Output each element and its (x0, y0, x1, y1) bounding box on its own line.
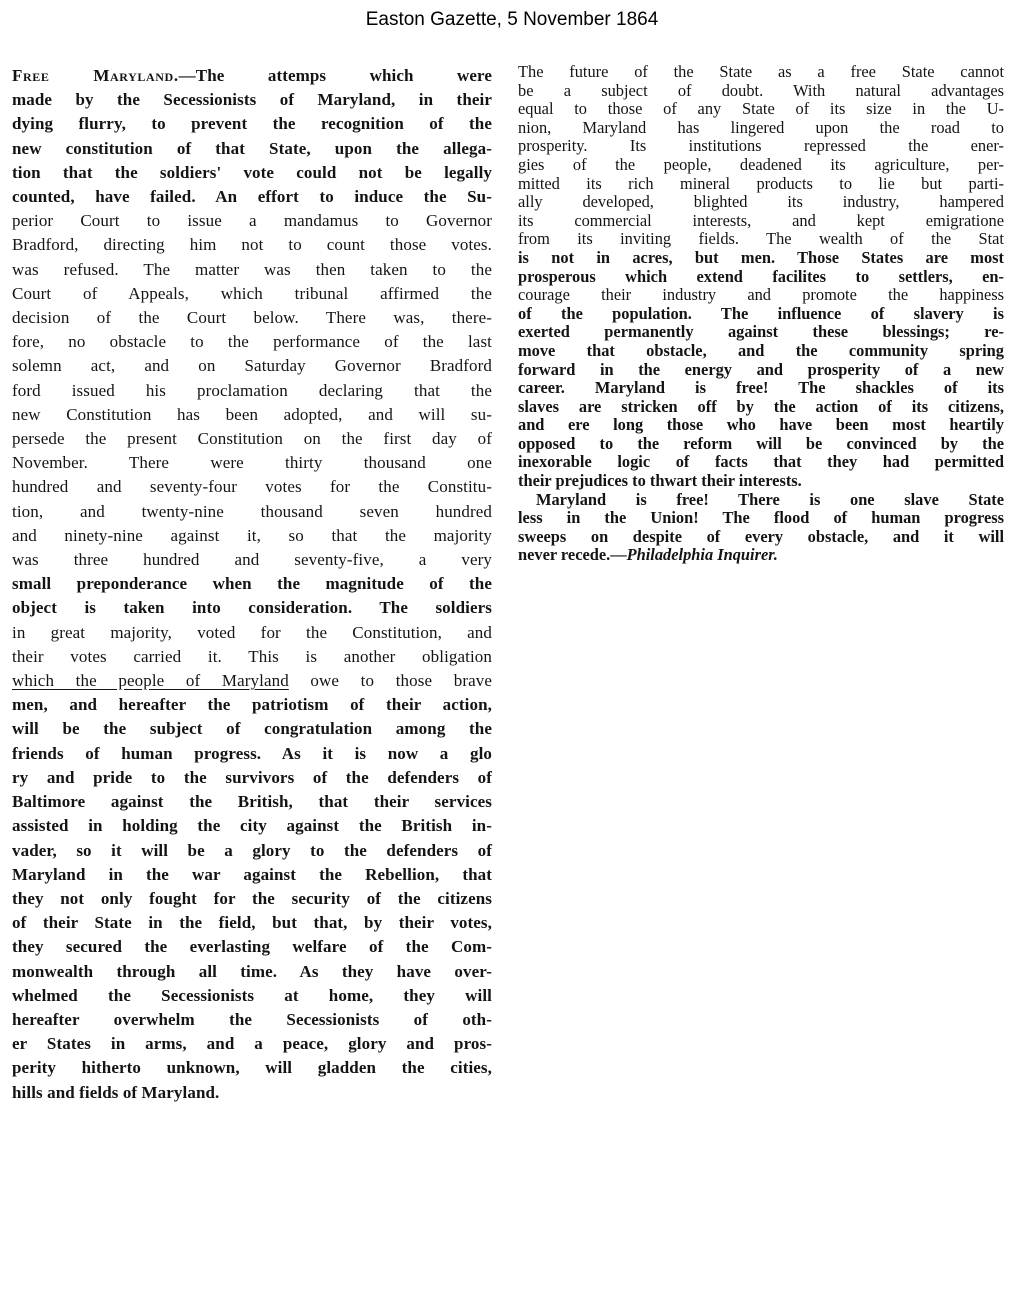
article-title: Free Maryland. (12, 66, 179, 85)
left-line-21: small preponderance when the magnitude of the (12, 574, 492, 594)
article-lead-run: —The attemps which were (178, 66, 492, 85)
left-line-25-rest: owe to those brave (288, 671, 492, 691)
right-line-6: gies of the people, deadened its agriculture, per- (518, 154, 1004, 174)
left-line-32: vader, so it will be a glory to the defenders of (12, 840, 492, 860)
right-line-2: be a subject of doubt. With natural advantages (518, 80, 1004, 100)
left-line-5: counted, have failed. An effort to induce the Su- (12, 187, 492, 207)
left-line-14: new Constitution has been adopted, and will su- (12, 404, 492, 424)
left-line-7: Bradford, directing him not to count those votes. (12, 235, 492, 255)
page-header: Easton Gazette, 5 November 1864 (365, 9, 659, 30)
right-line-18: career. Maryland is free! The shackles of its (518, 378, 1004, 398)
left-line-11: fore, no obstacle to the performance of the last (12, 332, 492, 352)
left-column-article (12, 64, 492, 1105)
left-line-1: made by the Secessionists of Maryland, in their (12, 90, 492, 110)
left-line-25 (12, 669, 492, 693)
left-line-31: assisted in holding the city against the British in- (12, 816, 492, 836)
left-line-33: Maryland in the war against the Rebellion, that (12, 864, 492, 884)
closing-run: never recede.— (518, 545, 627, 565)
right-line-12: prosperous which extend facilites to settlers, en- (518, 266, 1004, 286)
left-line-39: hereafter overwhelm the Secessionists of oth- (12, 1009, 492, 1029)
left-line-16: November. There were thirty thousand one (12, 453, 492, 473)
left-line-4: tion that the soldiers' vote could not be legally (12, 162, 492, 182)
left-line-13: ford issued his proclamation declaring that the (12, 380, 492, 400)
left-line-3: new constitution of that State, upon the allega- (12, 138, 492, 158)
right-line-15: exerted permanently against these blessings; re- (518, 322, 1004, 342)
left-line-40: er States in arms, and a peace, glory and pros- (12, 1034, 492, 1054)
article-headline-line (12, 64, 492, 88)
right-line-24: Maryland is free! There is one slave State (536, 489, 1004, 509)
left-line-17: hundred and seventy-four votes for the Constitu- (12, 477, 492, 497)
left-line-19: and ninety-nine against it, so that the majority (12, 525, 492, 545)
left-line-6: perior Court to issue a mandamus to Governor (12, 211, 492, 231)
underlined-phrase: which the people of Maryland (12, 671, 289, 691)
right-line-22: inexorable logic of facts that they had permitted (518, 452, 1004, 472)
right-line-4: nion, Maryland has lingered upon the road to (518, 117, 1004, 137)
left-line-24: their votes carried it. This is another obligation (12, 646, 492, 666)
left-line-8: was refused. The matter was then taken to the (12, 259, 492, 279)
left-line-27: will be the subject of congratulation among the (12, 719, 492, 739)
left-line-41: perity hitherto unknown, will gladden the cities, (12, 1058, 492, 1078)
right-line-17: forward in the energy and prosperity of a new (518, 359, 1004, 379)
left-line-15: persede the present Constitution on the first day of (12, 429, 492, 449)
right-line-1: The future of the State as a free State cannot (518, 62, 1004, 81)
right-line-21: opposed to the reform will be convinced by the (518, 433, 1004, 453)
right-line-19: slaves are stricken off by the action of its citizens, (518, 396, 1004, 416)
left-line-20: was three hundred and seventy-five, a very (12, 550, 492, 570)
right-line-3: equal to those of any State of its size in the U- (518, 99, 1004, 119)
right-line-27 (518, 546, 1004, 565)
right-column-article (518, 63, 1004, 565)
right-line-8: ally developed, blighted its industry, hampered (518, 192, 1004, 212)
left-line-2: dying flurry, to prevent the recognition of the (12, 114, 492, 134)
right-line-9: its commercial interests, and kept emigratione (518, 210, 1004, 230)
right-line-10: from its inviting fields. The wealth of the Stat (518, 229, 1004, 249)
left-line-42: hills and fields of Maryland. (12, 1082, 220, 1102)
left-line-30: Baltimore against the British, that their services (12, 792, 492, 812)
left-line-28: friends of human progress. As it is now a glo (12, 743, 492, 763)
right-line-7: mitted its rich mineral products to lie but parti- (518, 173, 1004, 193)
left-line-29: ry and pride to the survivors of the defenders of (12, 767, 492, 787)
left-line-38: whelmed the Secessionists at home, they will (12, 985, 492, 1005)
left-line-10: decision of the Court below. There was, there- (12, 308, 492, 328)
left-line-26: men, and hereafter the patriotism of their action, (12, 695, 492, 715)
right-line-13: courage their industry and promote the happiness (518, 285, 1004, 305)
left-line-9: Court of Appeals, which tribunal affirmed the (12, 283, 492, 303)
right-line-16: move that obstacle, and the community spring (518, 340, 1004, 360)
left-line-37: monwealth through all time. As they have over- (12, 961, 492, 981)
right-line-14: of the population. The influence of slavery is (518, 303, 1004, 323)
left-line-12: solemn act, and on Saturday Governor Bradford (12, 356, 492, 376)
left-line-18: tion, and twenty-nine thousand seven hundred (12, 501, 492, 521)
source-attribution: Philadelphia Inquirer. (626, 545, 778, 565)
left-line-23: in great majority, voted for the Constitution, and (12, 622, 492, 642)
right-line-26: sweeps on despite of every obstacle, and it will (518, 526, 1004, 546)
left-line-35: of their State in the field, but that, by their votes, (12, 913, 492, 933)
left-line-34: they not only fought for the security of the citizens (12, 888, 492, 908)
left-line-36: they secured the everlasting welfare of the Com- (12, 937, 492, 957)
right-line-25: less in the Union! The flood of human progress (518, 508, 1004, 528)
right-line-5: prosperity. Its institutions repressed the ener- (518, 136, 1004, 156)
right-line-20: and ere long those who have been most heartily (518, 415, 1004, 435)
right-line-23: their prejudices to thwart their interests. (518, 471, 802, 491)
left-line-22: object is taken into consideration. The soldiers (12, 598, 492, 618)
right-line-11: is not in acres, but men. Those States are most (518, 247, 1004, 267)
